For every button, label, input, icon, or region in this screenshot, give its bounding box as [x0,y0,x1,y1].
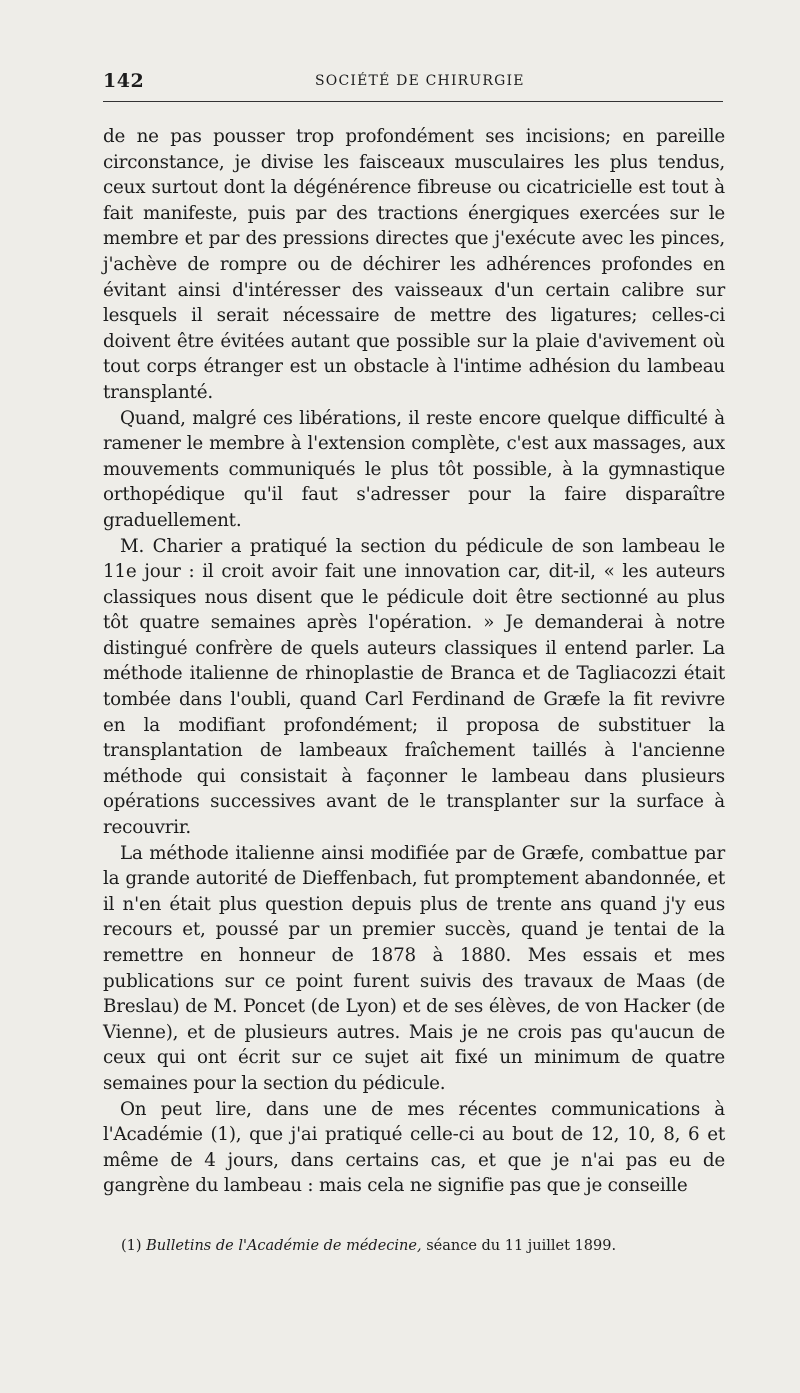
footnote-journal: Bulletins de l'Académie de médecine, [146,1238,422,1254]
paragraph-2: Quand, malgré ces libérations, il reste encore quelque difficulté à ramener le membre à l'extension complète, c'est aux massages, aux mouvements communiqués le plus tôt possible, à la gymnastique orthopédique qu'il faut s'adresser pour la faire disparaître graduellement. [103,407,725,531]
footnote-text: séance du 11 juillet 1899. [426,1238,617,1254]
page-number: 142 [103,70,145,92]
footnote-marker: (1) [121,1238,142,1254]
page-header [103,70,723,96]
running-title: SOCIÉTÉ DE CHIRURGIE [315,73,525,89]
header-rule [103,101,723,102]
paragraph-1: de ne pas pousser trop profondément ses incisions; en pareille circonstance, je divise les faisceaux musculaires les plus tendus, ceux surtout dont la dégénérence fibreuse ou cicatricielle est tout à fait manifeste, puis par des tractions énergiques exercées sur le membre et par des pressions directes que j'exécute avec les pinces, j'achève de rompre ou de déchirer les adhérences profondes en évitant ainsi d'intéresser des vaisseaux d'un certain calibre sur lesquels il serait nécessaire de mettre des ligatures; celles-ci doivent être évitées autant que possible sur la plaie d'avivement où tout corps étranger est un obstacle à l'intime adhésion du lambeau transplanté. [103,126,725,403]
body-text [103,124,725,1199]
paragraph-3: M. Charier a pratiqué la section du pédicule de son lambeau le 11e jour : il croit avoir fait une innovation car, dit-il, « les auteurs classiques nous disent que le pédicule doit être sectionné au plus tôt quatre semaines après l'opération. » Je demanderai à notre distingué confrère de quels auteurs classiques il entend parler. La méthode italienne de rhinoplastie de Branca et de Tagliacozzi était tombée dans l'oubli, quand Carl Ferdinand de Græfe la fit revivre en la modifiant profondément; il proposa de substituer la transplantation de lambeaux fraîchement taillés à l'ancienne méthode qui consistait à façonner le lambeau dans plusieurs opérations successives avant de le transplanter sur la surface à recouvrir. [103,535,725,839]
footnote [103,1236,725,1256]
paragraph-5: On peut lire, dans une de mes récentes communications à l'Académie (1), que j'ai pratiqué celle-ci au bout de 12, 10, 8, 6 et même de 4 jours, dans certains cas, et que je n'ai pas eu de gangrène du lambeau : mais cela ne signifie pas que je conseille [103,1098,725,1197]
paragraph-4: La méthode italienne ainsi modifiée par de Græfe, combattue par la grande autorité de Dieffenbach, fut promptement abandonnée, et il n'en était plus question depuis plus de trente ans quand j'y eus recours et, poussé par un premier succès, quand je tentai de la remettre en honneur de 1878 à 1880. Mes essais et mes publications sur ce point furent suivis des travaux de Maas (de Breslau) de M. Poncet (de Lyon) et de ses élèves, de von Hacker (de Vienne), et de plusieurs autres. Mais je ne crois pas qu'aucun de ceux qui ont écrit sur ce sujet ait fixé un minimum de quatre semaines pour la section du pédicule. [103,842,725,1094]
